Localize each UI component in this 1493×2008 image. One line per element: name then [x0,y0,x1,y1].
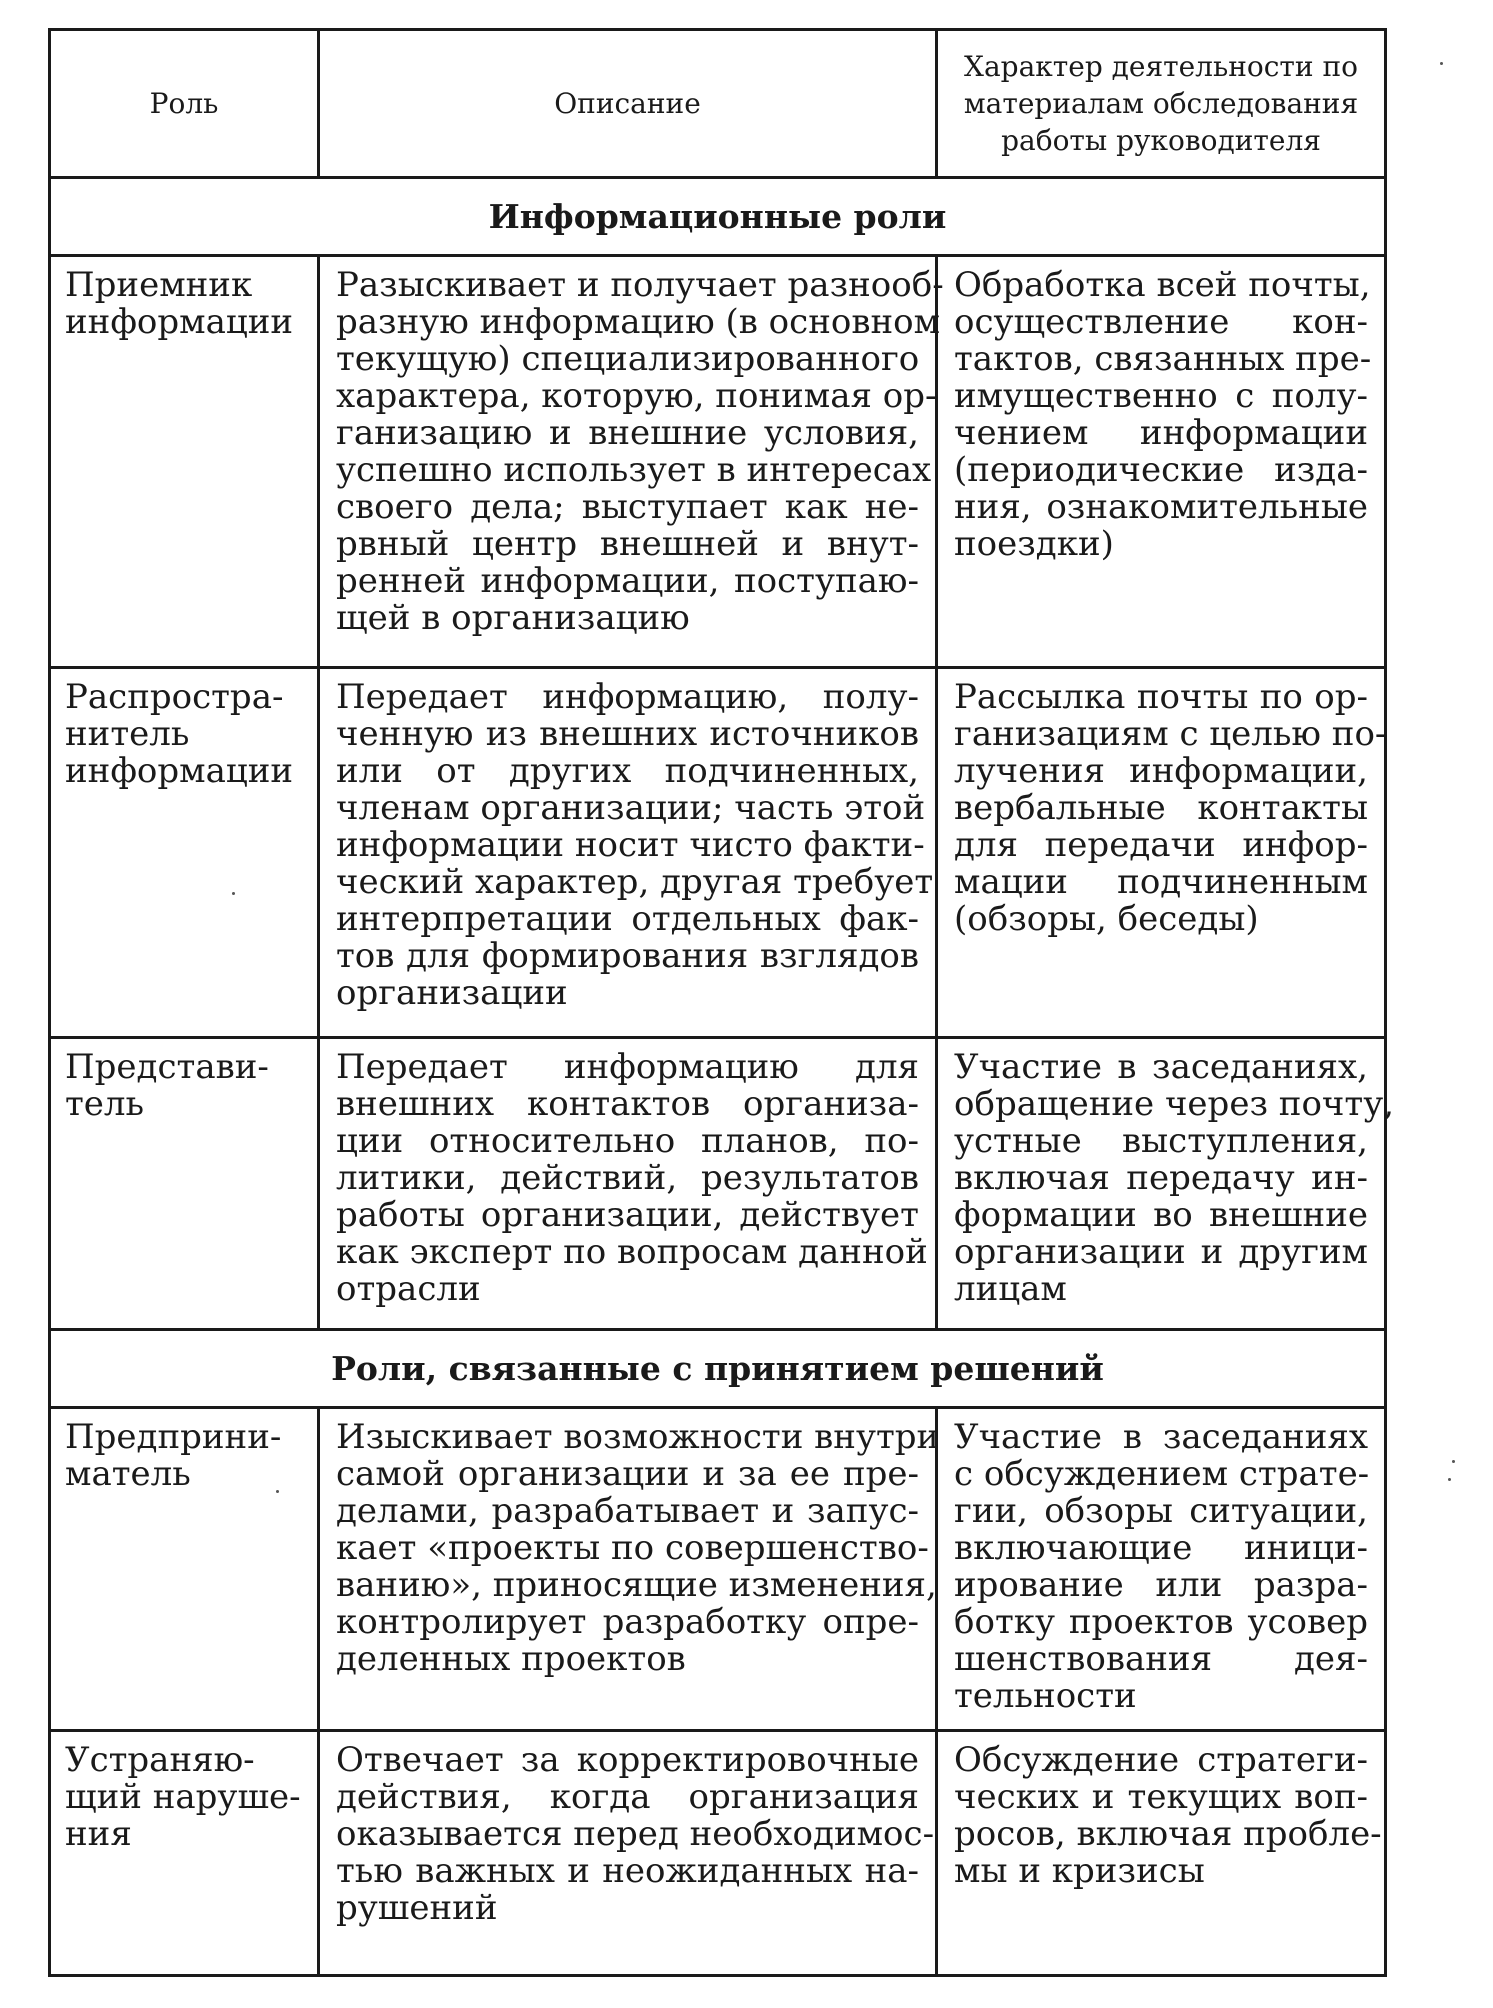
scan-speck [276,1490,279,1493]
role-text: Устраняю- щий наруше- ния [65,1740,301,1854]
table-row [50,668,1386,1038]
table-row [50,256,1386,668]
text-line: чением информации [954,413,1368,453]
description-cell [319,668,937,1038]
role-cell [50,1408,319,1731]
text-line: тактов, связанных пре- [954,339,1372,379]
section-title: Информационные роли [50,178,1386,256]
text-line: с обсуждением страте- [954,1454,1370,1494]
header-activity-text: Характер деятельности по материалам обследования работы руководителя [963,50,1359,157]
role-cell [50,1038,319,1330]
text-line: включающие иници- [954,1528,1368,1568]
text-line: росов, включая пробле- [954,1814,1382,1854]
text-line: организации [336,973,568,1013]
text-line: ганизациям с целью по- [954,714,1387,754]
text-line: членам организации; часть этой [336,788,926,828]
description-text [336,1740,935,1928]
text-line: самой организации и за ее пре- [336,1454,919,1494]
text-line: обращение через почту, [954,1084,1395,1124]
text-line: ченную из внешних источников [336,714,919,754]
role-cell [50,668,319,1038]
text-line: действия, когда организация [336,1777,919,1817]
activity-text [954,1740,1382,1891]
description-text [336,1047,928,1309]
scan-speck [1440,62,1443,65]
text-line: отрасли [336,1269,481,1309]
text-line: литики, действий, результатов [336,1158,919,1198]
text-line: Обсуждение стратеги- [954,1740,1368,1780]
text-line: ческий характер, другая требует [336,862,934,902]
text-line: разную информацию (в основном [336,302,941,342]
description-text [336,1417,940,1679]
text-line: формации во внешние [954,1195,1368,1235]
text-line: информации носит чисто факти- [336,825,925,865]
activity-cell [937,668,1386,1038]
text-line: контролирует разработку опре- [336,1602,919,1642]
section-row [50,1330,1386,1408]
role-text: Представи- тель [65,1047,269,1124]
text-line: внешних контактов организа- [336,1084,919,1124]
text-line: ния, ознакомительные [954,487,1368,527]
text-line: (обзоры, беседы) [954,899,1259,939]
description-cell [319,1038,937,1330]
text-line: Рассылка почты по ор- [954,677,1368,717]
table-row [50,1731,1386,1976]
text-line: ческих и текущих воп- [954,1777,1368,1817]
table-row [50,1038,1386,1330]
scan-speck [232,892,235,895]
scan-speck [1448,1478,1451,1481]
text-line: как эксперт по вопросам данной [336,1232,928,1272]
text-line: своего дела; выступает как не- [336,487,919,527]
text-line: ганизацию и внешние условия, [336,413,919,453]
text-line: щей в организацию [336,598,690,638]
activity-cell [937,256,1386,668]
text-line: рушений [336,1888,498,1928]
role-cell [50,256,319,668]
activity-cell [937,1038,1395,1330]
text-line: (периодические изда- [954,450,1368,490]
description-text [336,677,934,1013]
text-line: оказывается перед необходимос- [336,1814,935,1854]
text-line: для передачи инфор- [954,825,1368,865]
header-activity [937,30,1386,178]
text-line: работы организации, действует [336,1195,919,1235]
text-line: организации и другим [954,1232,1368,1272]
text-line: ирование или разра- [954,1565,1368,1605]
text-line: характера, которую, понимая ор- [336,376,937,416]
activity-cell [937,1408,1386,1731]
text-line: делами, разрабатывает и запус- [336,1491,919,1531]
text-line: кает «проекты по совершенство- [336,1528,929,1568]
role-cell [50,1731,319,1976]
text-line: лицам [954,1269,1067,1309]
description-cell [319,1731,937,1976]
table-row [50,1408,1386,1731]
text-line: поездки) [954,524,1114,564]
text-line: лучения информации, [954,751,1368,791]
activity-text [954,1419,1368,1715]
section-title: Роли, связанные с принятием решений [50,1330,1386,1408]
text-line: ренней информации, поступаю- [336,561,919,601]
text-line: ванию», приносящие изменения, [336,1565,937,1605]
text-line: успешно использует в интересах [336,450,932,490]
text-line: вербальные контакты [954,788,1368,828]
role-text: Приемник информации [65,265,294,342]
text-line: осуществление кон- [954,302,1368,342]
text-line: текущую) специализированного [336,339,920,379]
description-cell [319,256,944,668]
activity-text [954,265,1372,564]
text-line: интерпретации отдельных фак- [336,899,919,939]
text-line: Участие в заседаниях [954,1417,1368,1457]
text-line: тью важных и неожиданных на- [336,1851,919,1891]
text-line: Изыскивает возможности внутри [336,1417,940,1457]
description-cell [319,1408,940,1731]
text-line: имущественно с полу- [954,376,1368,416]
activity-text [954,677,1387,939]
activity-text [954,1047,1395,1309]
description-text [336,265,944,638]
role-text: Предприни- матель [65,1417,282,1494]
table-header-row [50,30,1386,178]
text-line: Разыскивает и получает разнооб- [336,265,944,305]
text-line: включая передачу ин- [954,1158,1368,1198]
text-line: гии, обзоры ситуации, [954,1491,1368,1531]
text-line: устные выступления, [954,1121,1368,1161]
text-line: или от других подчиненных, [336,751,919,791]
activity-cell [937,1731,1386,1976]
roles-table [48,28,1395,1977]
header-description: Описание [319,30,937,178]
section-row [50,178,1386,256]
text-line: Отвечает за корректировочные [336,1740,919,1780]
text-line: Передает информацию для [336,1047,919,1087]
scan-speck [1452,1460,1455,1463]
text-line: шенствования дея- [954,1639,1368,1679]
header-role: Роль [50,30,319,178]
text-line: деленных проектов [336,1639,686,1679]
text-line: тельности [954,1676,1137,1716]
text-line: ботку проектов усовер [954,1602,1368,1642]
text-line: мы и кризисы [954,1851,1205,1891]
text-line: Участие в заседаниях, [954,1047,1368,1087]
text-line: мации подчиненным [954,862,1368,902]
text-line: Обработка всей почты, [954,265,1371,305]
text-line: ции относительно планов, по- [336,1121,919,1161]
text-line: рвный центр внешней и внут- [336,524,919,564]
text-line: тов для формирования взглядов [336,936,919,976]
text-line: Передает информацию, полу- [336,677,919,717]
role-text: Распростра- нитель информации [65,677,294,791]
